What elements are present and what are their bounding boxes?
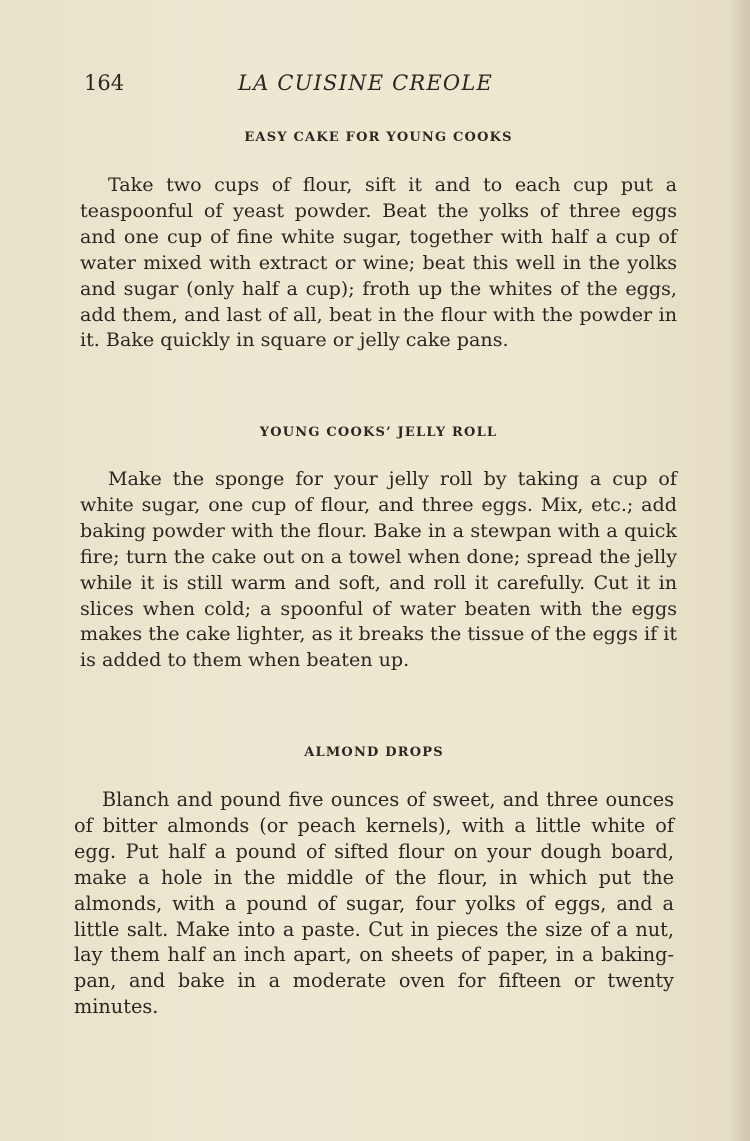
recipe-title: EASY CAKE FOR YOUNG COOKS bbox=[244, 130, 513, 145]
recipe-almond-drops bbox=[74, 743, 674, 1020]
recipe-body: Make the sponge for your jelly roll by taking a cup of white sugar, one cup of flour, and three eggs. Mix, etc.; add baking powder with the flour. Bake in a stewpan with a quick fire; turn the cake out on a towel when done; spread the jelly while it is still warm and soft, and roll it carefully. Cut it in slices when cold; a spoonful of water beaten with the eggs makes the cake lighter, as it breaks the tissue of the eggs if it is added to them when beaten up. bbox=[80, 467, 678, 672]
recipe-body: Take two cups of flour, sift it and to each cup put a teaspoonful of yeast powder. Beat the yolks of three eggs and one cup of fine white sugar, together with half a cup of water mixed with extract or wine; beat this well in the yolks and sugar (only half a cup); froth up the whites of the eggs, add them, and last of all, beat in the flour with the powder in it. Bake quickly in square or jelly cake pans. bbox=[80, 173, 677, 352]
recipe-easy-cake-for-young-cooks bbox=[80, 128, 677, 353]
recipe-title: YOUNG COOKS’ JELLY ROLL bbox=[259, 425, 498, 440]
running-title: LA CUISINE CREOLE bbox=[238, 71, 494, 95]
page-header bbox=[84, 66, 676, 100]
recipe-young-cooks-jelly-roll bbox=[80, 423, 677, 673]
recipe-body: Blanch and pound five ounces of sweet, and three ounces of bitter almonds (or peach kernels), with a little white of egg. Put half a pound of sifted flour on your dough board, make a hole in the middle of the flour, in which put the almonds, with a pound of sugar, four yolks of eggs, and a little salt. Make into a paste. Cut in pieces the size of a nut, lay them half an inch apart, on sheets of paper, in a baking-pan, and bake in a moderate oven for fifteen or twenty minutes. bbox=[74, 788, 674, 1019]
page-number: 164 bbox=[84, 71, 125, 95]
recipe-title: ALMOND DROPS bbox=[304, 745, 444, 760]
